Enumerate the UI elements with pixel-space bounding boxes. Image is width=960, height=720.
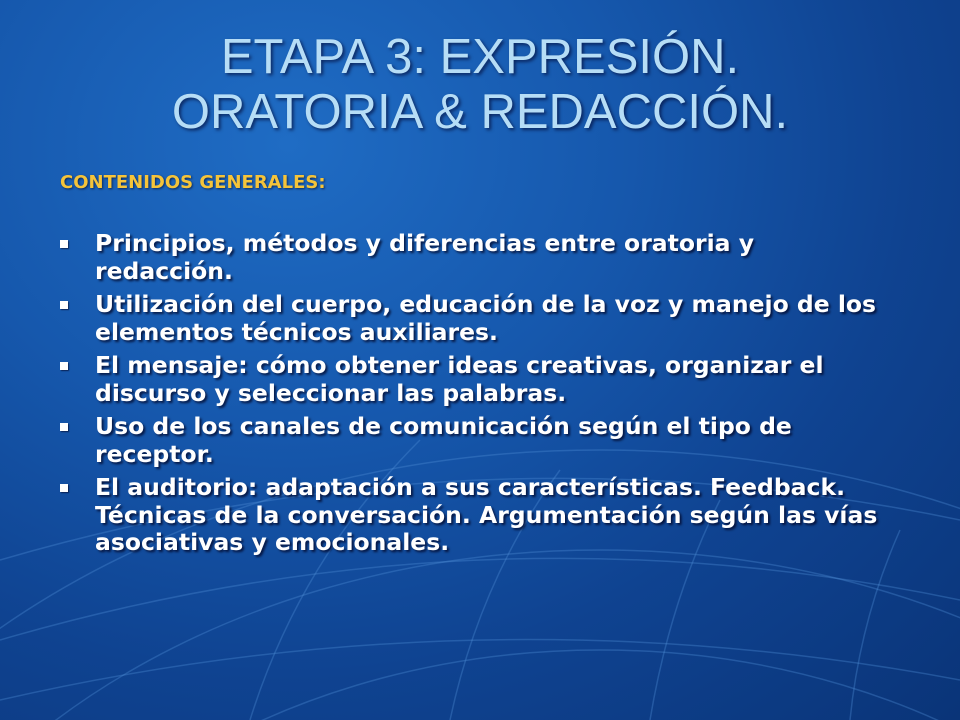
section-subtitle: CONTENIDOS GENERALES: — [60, 172, 326, 193]
bullet-item — [60, 413, 900, 468]
bullet-item — [60, 474, 900, 557]
bullet-text: Principios, métodos y diferencias entre oratoria y redacción. — [95, 229, 755, 285]
bullet-item — [60, 291, 900, 346]
bullet-text: Uso de los canales de comunicación según el tipo de receptor. — [95, 412, 792, 468]
bullet-text: El mensaje: cómo obtener ideas creativas, organizar el discurso y seleccionar las palabras. — [95, 351, 824, 407]
square-bullet-icon — [60, 362, 68, 370]
square-bullet-icon — [60, 240, 68, 248]
bullet-item — [60, 230, 900, 285]
bullet-item — [60, 352, 900, 407]
slide-title-line-1: ETAPA 3: EXPRESIÓN. — [220, 30, 740, 84]
bullet-text: Utilización del cuerpo, educación de la voz y manejo de los elementos técnicos auxiliares. — [95, 290, 877, 346]
bullet-list — [60, 230, 900, 563]
slide-title-line-2: ORATORIA & REDACCIÓN. — [171, 85, 789, 139]
square-bullet-icon — [60, 301, 68, 309]
square-bullet-icon — [60, 484, 68, 492]
slide-title — [0, 30, 960, 140]
square-bullet-icon — [60, 423, 68, 431]
bullet-text: El auditorio: adaptación a sus características. Feedback. Técnicas de la conversación. Argumentación según las vías asociativas y emocionales. — [95, 473, 878, 556]
